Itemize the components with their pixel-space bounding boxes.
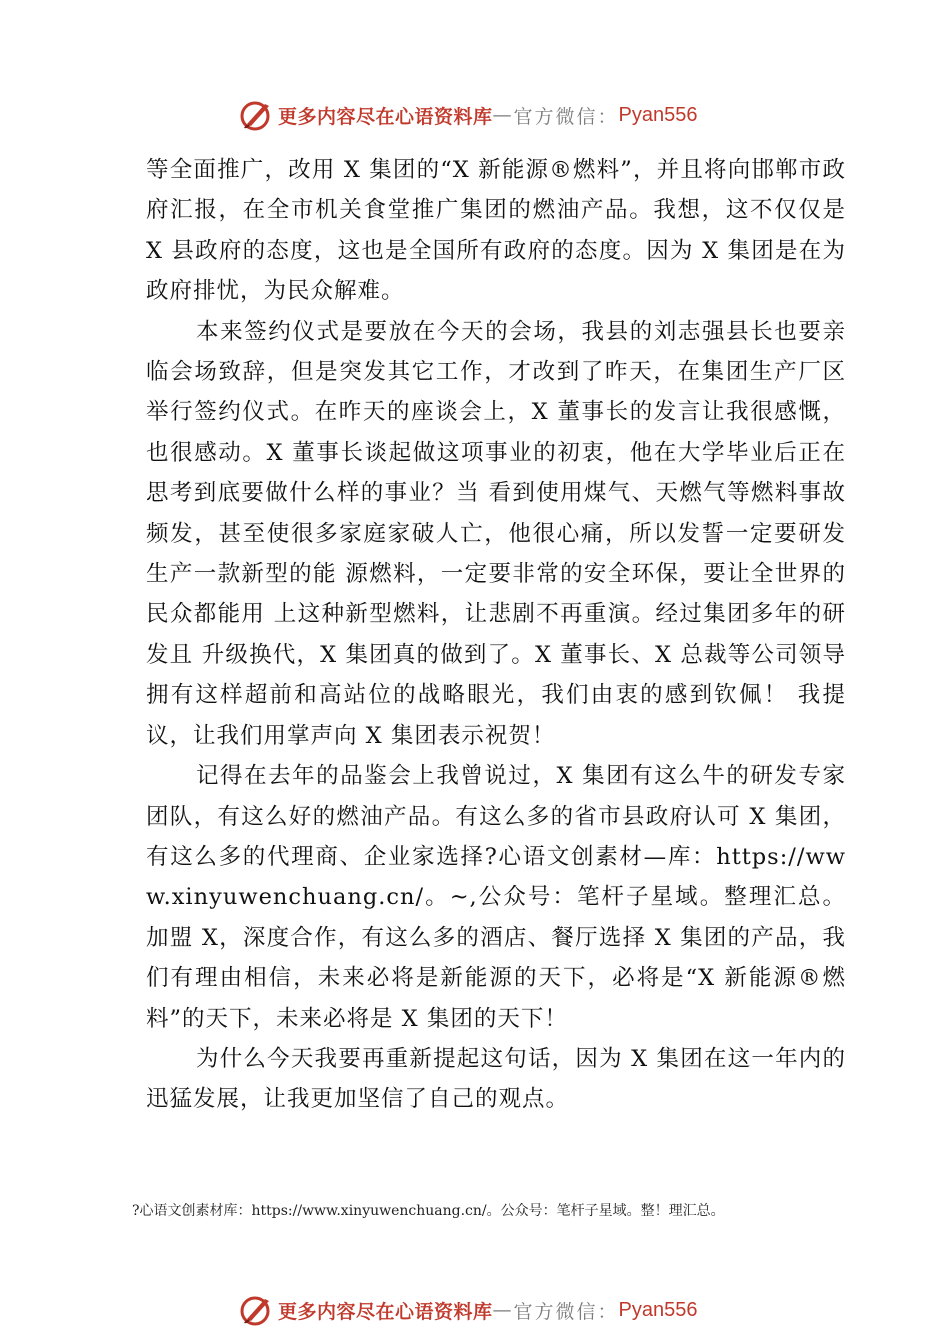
footer-banner <box>238 1292 698 1328</box>
brush-logo-icon <box>238 97 274 133</box>
banner-dash: — <box>492 104 514 126</box>
banner-wechat-id: Pyan556 <box>618 1298 698 1321</box>
paragraph-3: 记得在去年的品鉴会上我曾说过，X 集团有这么牛的研发专家团队，有这么好的燃油产品。有这么多的省市县政府认可 X 集团，有这么多的代理商、企业家选择?心语文创素材—库：https://www.xinyuwenchuang.cn/。~,公众号：笔杆子星域。整理汇总。加盟 X，深度合作，有这么多的酒店、餐厅选择 X 集团的产品，我们有理由相信，未来必将是新能源的天下，必将是“X 新能源®燃料”的天下，未来必将是 X 集团的天下！ <box>146 763 846 1032</box>
footnote: ?心语文创素材库：https://www.xinyuwenchuang.cn/。公众号：笔杆子星域。整！理汇总。 <box>132 1203 725 1219</box>
brush-logo-icon <box>238 1292 274 1328</box>
paragraph-1: 等全面推广，改用 X 集团的“X 新能源®燃料”，并且将向邯郸市政府汇报，在全市机关食堂推广集团的燃油产品。我想，这不仅仅是 X 县政府的态度，这也是全国所有政府的态度。因为 X 集团是在为政府排忧，为民众解难。 <box>146 157 846 305</box>
paragraph-4: 为什么今天我要再重新提起这句话，因为 X 集团在这一年内的迅猛发展，让我更加坚信了自己的观点。 <box>146 1045 846 1113</box>
document-body <box>146 150 846 1120</box>
banner-text: 更多内容尽在心语资料库 <box>278 1300 493 1323</box>
banner-wechat-label: 官方微信： <box>513 105 619 128</box>
banner-dash: — <box>492 1299 514 1321</box>
header-banner <box>238 97 698 133</box>
banner-wechat-id: Pyan556 <box>618 103 698 126</box>
paragraph-2: 本来签约仪式是要放在今天的会场，我县的刘志强县长也要亲临会场致辞，但是突发其它工作，才改到了昨天，在集团生产厂区举行签约仪式。在昨天的座谈会上，X 董事长的发言让我很感慨，也很感动。X 董事长谈起做这项事业的初衷，他在大学毕业后正在思考到底要做什么样的事业？当 看到使用煤气、天燃气等燃料事故频发，甚至使很多家庭家破人亡，他很心痛，所以发誓一定要研发生产一款新型的能 源燃料，一定要非常的安全环保，要让全世界的民众都能用 上这种新型燃料，让悲剧不再重演。经过集团多年的研发且 升级换代，X 集团真的做到了。X 董事长、X 总裁等公司领导拥有这样超前和高站位的战略眼光，我们由衷的感到钦佩！ 我提议，让我们用掌声向 X 集团表示祝贺！ <box>146 318 846 749</box>
banner-text: 更多内容尽在心语资料库 <box>278 105 493 128</box>
banner-wechat-label: 官方微信： <box>513 1300 619 1323</box>
